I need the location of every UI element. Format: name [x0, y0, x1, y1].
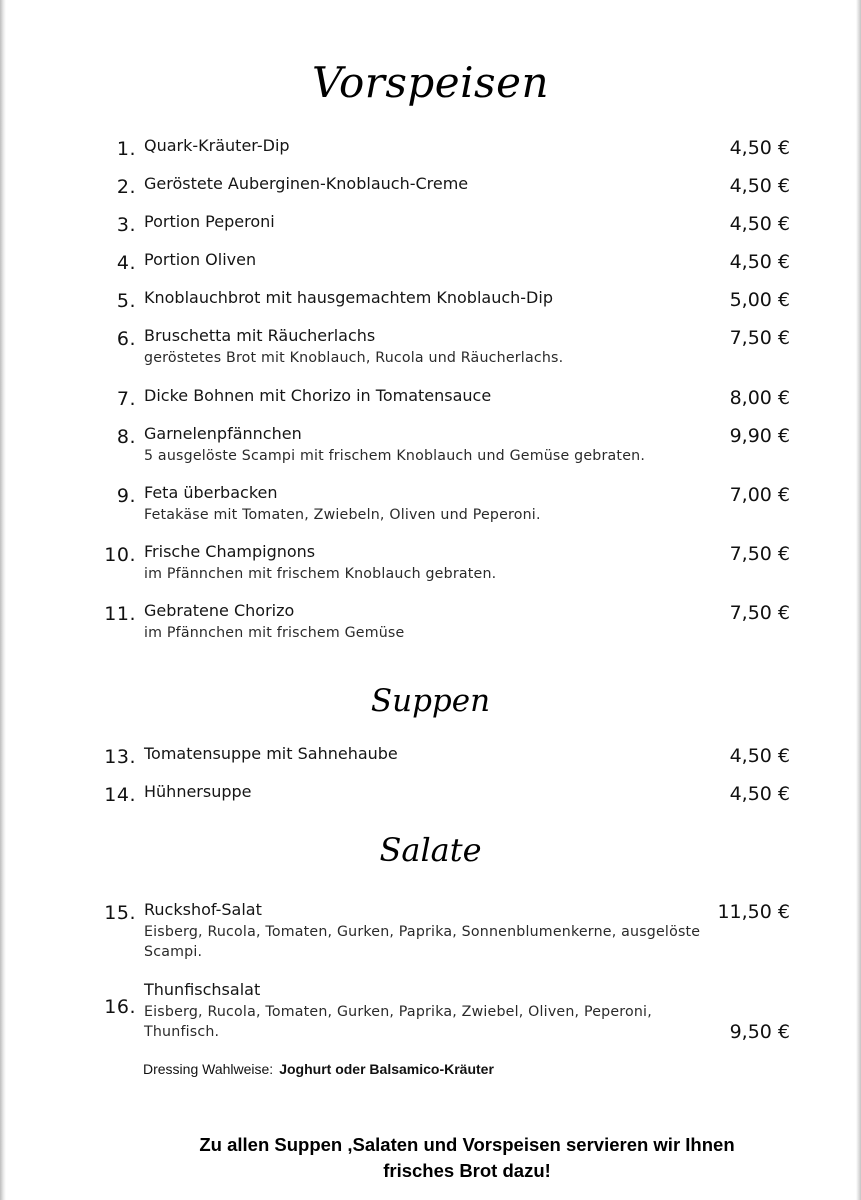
item-name: Bruschetta mit Räucherlachs — [144, 326, 376, 345]
item-price: 7,50 € — [729, 327, 790, 349]
item-price: 4,50 € — [729, 175, 790, 197]
item-price: 4,50 € — [729, 745, 790, 767]
item-price: 7,00 € — [729, 484, 790, 506]
dressing-label: Dressing Wahlweise: — [143, 1061, 274, 1077]
item-name: Garnelenpfännchen — [144, 424, 302, 443]
item-name: Ruckshof-Salat — [144, 900, 262, 919]
item-number: 9. — [116, 485, 136, 507]
item-number: 3. — [116, 214, 136, 236]
item-number: 6. — [116, 328, 136, 350]
item-name: Dicke Bohnen mit Chorizo in Tomatensauce — [144, 386, 492, 405]
page-edge-right — [856, 0, 861, 1200]
item-description: geröstetes Brot mit Knoblauch, Rucola und Räucherlachs. — [144, 350, 564, 366]
item-number: 14. — [104, 784, 136, 806]
item-number: 15. — [104, 902, 136, 924]
item-price: 4,50 € — [729, 251, 790, 273]
item-number: 2. — [116, 176, 136, 198]
item-description: Eisberg, Rucola, Tomaten, Gurken, Paprika, Zwiebel, Oliven, Peperoni, Thunfisch. — [144, 1004, 652, 1040]
item-description: Fetakäse mit Tomaten, Zwiebeln, Oliven und Peperoni. — [144, 507, 541, 523]
item-name: Portion Peperoni — [144, 212, 275, 231]
item-name: Gebratene Chorizo — [144, 601, 295, 620]
item-number: 8. — [116, 426, 136, 448]
item-number: 5. — [116, 290, 136, 312]
item-name: Tomatensuppe mit Sahnehaube — [144, 744, 398, 763]
item-number: 10. — [104, 544, 136, 566]
item-name: Thunfischsalat — [144, 980, 261, 999]
item-price: 4,50 € — [729, 137, 790, 159]
item-description: im Pfännchen mit frischem Gemüse — [144, 625, 405, 641]
item-price: 11,50 € — [717, 901, 790, 923]
item-number: 4. — [116, 252, 136, 274]
item-name: Knoblauchbrot mit hausgemachtem Knoblauch-Dip — [144, 288, 553, 307]
item-number: 7. — [116, 388, 136, 410]
item-number: 13. — [104, 746, 136, 768]
item-description: im Pfännchen mit frischem Knoblauch gebraten. — [144, 566, 497, 582]
item-name: Quark-Kräuter-Dip — [144, 136, 290, 155]
item-price: 9,50 € — [729, 1021, 790, 1043]
item-price: 9,90 € — [729, 425, 790, 447]
footer-line: Zu allen Suppen ,Salaten und Vorspeisen servieren wir Ihnen — [199, 1134, 735, 1155]
item-description: 5 ausgelöste Scampi mit frischem Knoblauch und Gemüse gebraten. — [144, 448, 646, 464]
item-name: Hühnersuppe — [144, 782, 252, 801]
footer-line: frisches Brot dazu! — [383, 1160, 551, 1181]
item-price: 4,50 € — [729, 783, 790, 805]
footer-note — [0, 1132, 861, 1184]
page-edge-left — [0, 0, 6, 1200]
section-title-suppen: Suppen — [370, 683, 491, 719]
item-price: 7,50 € — [729, 602, 790, 624]
item-price: 4,50 € — [729, 213, 790, 235]
item-name: Feta überbacken — [144, 483, 278, 502]
item-name: Portion Oliven — [144, 250, 257, 269]
item-price: 5,00 € — [729, 289, 790, 311]
item-number: 11. — [104, 603, 136, 625]
item-price: 7,50 € — [729, 543, 790, 565]
section-title-vorspeisen: Vorspeisen — [311, 58, 550, 107]
dressing-note — [143, 1061, 494, 1077]
item-number: 16. — [104, 996, 136, 1018]
dressing-options: Joghurt oder Balsamico-Kräuter — [279, 1061, 494, 1077]
item-name: Geröstete Auberginen-Knoblauch-Creme — [144, 174, 469, 193]
item-description: Eisberg, Rucola, Tomaten, Gurken, Paprika, Sonnenblumenkerne, ausgelöste Scampi. — [144, 924, 701, 960]
section-title-salate: Salate — [379, 831, 482, 869]
item-number: 1. — [116, 138, 136, 160]
item-price: 8,00 € — [729, 387, 790, 409]
item-name: Frische Champignons — [144, 542, 316, 561]
